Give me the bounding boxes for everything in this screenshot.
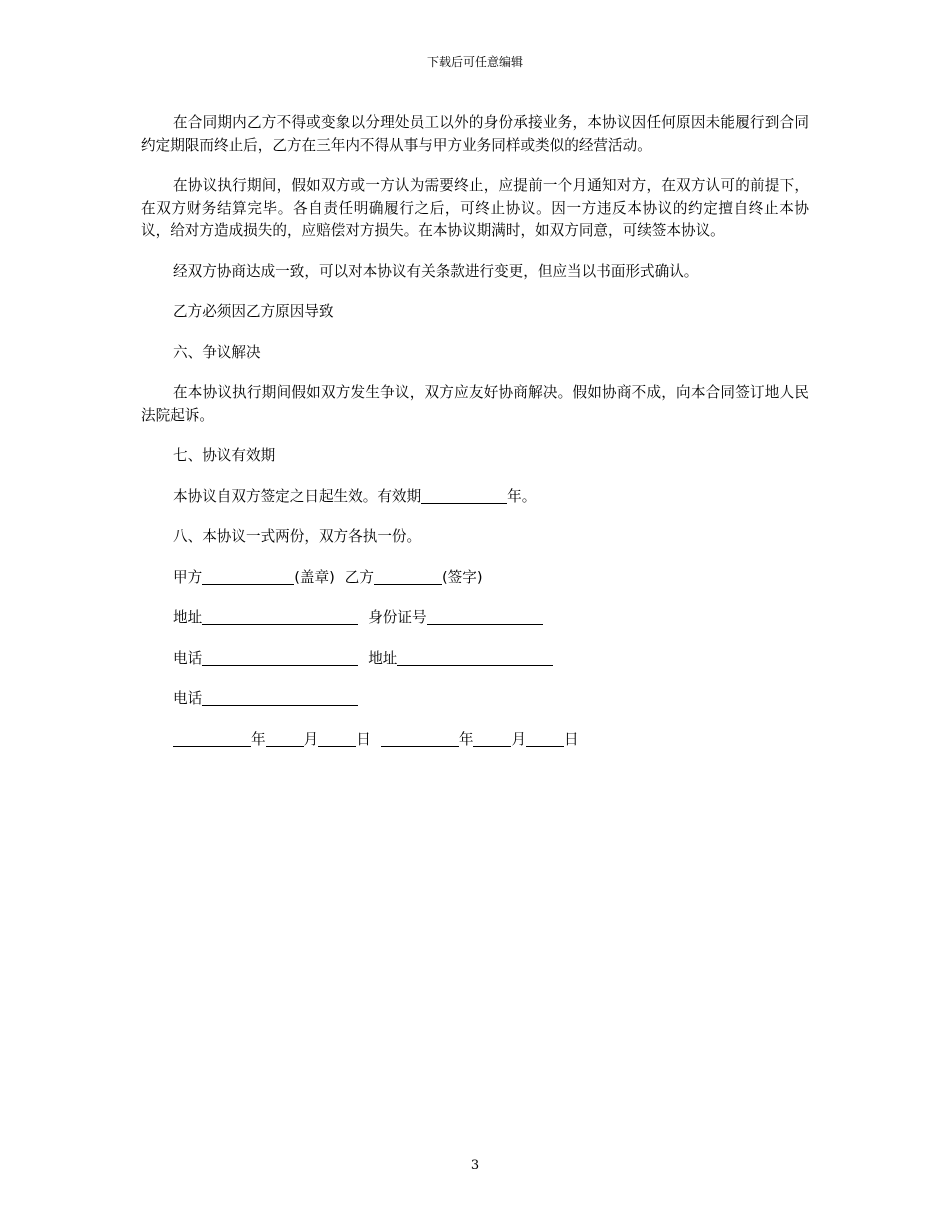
page-header: 下载后可任意编辑	[426, 55, 523, 69]
paragraph-dispute: 在本协议执行期间假如双方发生争议，双方应友好协商解决。假如协商不成，向本合同签订地人民法院起诉。	[141, 384, 809, 424]
paragraph-amendment: 经双方协商达成一致，可以对本协议有关条款进行变更，但应当以书面形式确认。	[173, 262, 699, 280]
seal-label: (盖章)	[294, 568, 335, 586]
date-b-day-blank[interactable]	[526, 732, 564, 747]
date-a-day-label: 日	[356, 730, 371, 748]
phone-2-blank[interactable]	[202, 691, 358, 706]
section-heading-dispute: 六、争议解决	[173, 343, 261, 361]
paragraph-non-compete: 在合同期内乙方不得或变象以分理处员工以外的身份承接业务，本协议因任何原因未能履行到合同约定期限而终止后，乙方在三年内不得从事与甲方业务同样或类似的经营活动。	[141, 114, 809, 154]
id-number-blank[interactable]	[427, 610, 543, 625]
paragraph-party-b-liability: 乙方必须因乙方原因导致	[173, 303, 334, 320]
signature-line-parties	[141, 567, 809, 590]
id-number-label: 身份证号	[368, 609, 427, 626]
date-a-day-blank[interactable]	[318, 732, 356, 747]
validity-suffix: 年。	[507, 487, 537, 505]
date-b-year-label: 年	[458, 730, 474, 748]
date-b-year-blank[interactable]	[381, 732, 459, 747]
date-a-year-blank[interactable]	[173, 732, 251, 747]
sign-label: (签字)	[441, 568, 483, 586]
date-b-day-label: 日	[564, 730, 579, 748]
phone-2-label: 电话	[173, 690, 203, 707]
section-heading-validity: 七、协议有效期	[173, 447, 276, 464]
validity-period-blank[interactable]	[421, 489, 507, 504]
date-a-month-label: 月	[303, 730, 319, 748]
date-b-month-label: 月	[511, 730, 527, 748]
signature-line-address-id	[141, 607, 809, 630]
paragraph-copies: 八、本协议一式两份，双方各执一份。	[173, 528, 422, 545]
party-b-blank[interactable]	[374, 570, 442, 585]
address-blank[interactable]	[202, 610, 358, 625]
date-a-year-label: 年	[251, 730, 266, 748]
document-body	[141, 112, 809, 769]
page-number: 3	[470, 1158, 480, 1173]
signature-line-phone-address	[141, 648, 809, 671]
address-b-blank[interactable]	[397, 651, 553, 666]
date-a-month-blank[interactable]	[266, 732, 304, 747]
date-b-month-blank[interactable]	[473, 732, 511, 747]
address-label: 地址	[173, 609, 203, 626]
signature-line-phone-2	[141, 688, 809, 711]
paragraph-termination: 在协议执行期间，假如双方或一方认为需要终止，应提前一个月通知对方，在双方认可的前提下，在双方财务结算完毕。各自责任明确履行之后，可终止协议。因一方违反本协议的约定擅自终止本协议，给对方造成损失的，应赔偿对方损失。在本协议期满时，如双方同意，可续签本协议。	[141, 177, 809, 239]
address-b-label: 地址	[368, 649, 398, 667]
paragraph-validity	[141, 486, 809, 509]
party-a-label: 甲方	[173, 568, 203, 586]
party-b-label: 乙方	[344, 568, 374, 586]
phone-blank[interactable]	[202, 651, 358, 666]
phone-label: 电话	[173, 649, 203, 667]
validity-text: 本协议自双方签定之日起生效。有效期	[173, 487, 422, 505]
party-a-blank[interactable]	[202, 570, 294, 585]
signature-line-dates	[141, 729, 809, 752]
